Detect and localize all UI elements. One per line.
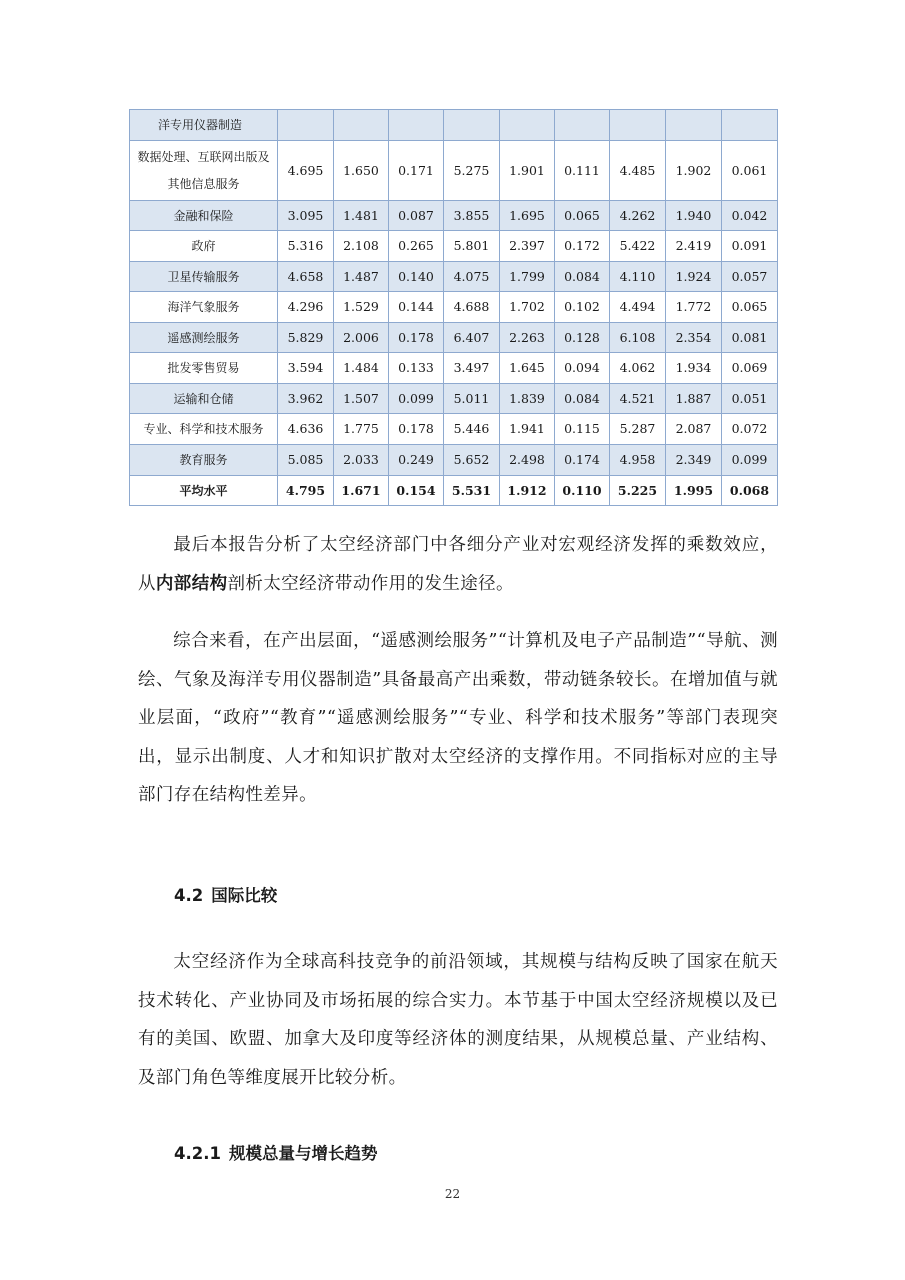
average-value-cell: 5.531 <box>444 476 500 506</box>
multiplier-value-cell: 0.172 <box>555 231 610 262</box>
multiplier-table <box>129 109 778 506</box>
average-value-cell: 1.995 <box>666 476 722 506</box>
multiplier-value-cell: 4.062 <box>610 353 666 384</box>
multiplier-value-cell: 3.095 <box>278 201 334 231</box>
multiplier-value-cell <box>444 110 500 141</box>
multiplier-value-cell: 0.051 <box>722 384 778 414</box>
multiplier-value-cell <box>722 110 778 141</box>
multiplier-value-cell: 1.702 <box>500 292 555 323</box>
multiplier-value-cell: 2.498 <box>500 445 555 476</box>
multiplier-value-cell: 4.958 <box>610 445 666 476</box>
multiplier-value-cell: 4.658 <box>278 262 334 292</box>
multiplier-value-cell: 1.484 <box>334 353 389 384</box>
paragraph-international-comparison <box>138 943 778 1097</box>
sector-name-cell: 专业、科学和技术服务 <box>130 414 278 445</box>
multiplier-value-cell: 1.481 <box>334 201 389 231</box>
multiplier-value-cell: 0.140 <box>389 262 444 292</box>
average-value-cell: 5.225 <box>610 476 666 506</box>
table-row <box>130 262 778 292</box>
multiplier-value-cell: 1.839 <box>500 384 555 414</box>
sector-name-cell: 教育服务 <box>130 445 278 476</box>
multiplier-value-cell: 5.801 <box>444 231 500 262</box>
multiplier-value-cell: 5.446 <box>444 414 500 445</box>
multiplier-value-cell: 2.354 <box>666 323 722 353</box>
multiplier-value-cell <box>555 110 610 141</box>
multiplier-value-cell: 3.962 <box>278 384 334 414</box>
multiplier-value-cell: 0.091 <box>722 231 778 262</box>
sector-name-cell: 金融和保险 <box>130 201 278 231</box>
multiplier-value-cell: 3.594 <box>278 353 334 384</box>
table-row <box>130 384 778 414</box>
sector-name-cell: 政府 <box>130 231 278 262</box>
multiplier-value-cell: 1.772 <box>666 292 722 323</box>
multiplier-value-cell: 1.507 <box>334 384 389 414</box>
multiplier-value-cell: 6.407 <box>444 323 500 353</box>
table-row <box>130 292 778 323</box>
multiplier-value-cell: 4.688 <box>444 292 500 323</box>
average-row <box>130 476 778 506</box>
table-row <box>130 231 778 262</box>
paragraph-summary-findings <box>138 622 778 815</box>
multiplier-value-cell: 0.084 <box>555 262 610 292</box>
multiplier-value-cell: 5.287 <box>610 414 666 445</box>
multiplier-value-cell: 0.115 <box>555 414 610 445</box>
average-label-cell: 平均水平 <box>130 476 278 506</box>
multiplier-value-cell: 4.485 <box>610 141 666 201</box>
average-value-cell: 0.110 <box>555 476 610 506</box>
multiplier-value-cell: 1.940 <box>666 201 722 231</box>
multiplier-value-cell: 4.521 <box>610 384 666 414</box>
multiplier-value-cell: 0.065 <box>555 201 610 231</box>
multiplier-value-cell: 1.529 <box>334 292 389 323</box>
paragraph-summary-intro <box>138 526 778 603</box>
multiplier-value-cell: 1.695 <box>500 201 555 231</box>
multiplier-value-cell: 0.087 <box>389 201 444 231</box>
paragraph-text: 剖析太空经济带动作用的发生途径。 <box>227 573 514 594</box>
sector-name-cell: 批发零售贸易 <box>130 353 278 384</box>
multiplier-value-cell: 0.065 <box>722 292 778 323</box>
multiplier-value-cell: 1.775 <box>334 414 389 445</box>
multiplier-value-cell <box>278 110 334 141</box>
average-value-cell: 1.912 <box>500 476 555 506</box>
multiplier-value-cell: 0.144 <box>389 292 444 323</box>
average-value-cell: 4.795 <box>278 476 334 506</box>
multiplier-value-cell <box>610 110 666 141</box>
sector-name-cell: 卫星传输服务 <box>130 262 278 292</box>
table-row <box>130 414 778 445</box>
paragraph-text: 最后本报告分析了太空经济部门中各细分产业对宏观经济发挥的乘数效应，从 <box>138 535 778 594</box>
multiplier-value-cell: 2.006 <box>334 323 389 353</box>
multiplier-value-cell: 0.249 <box>389 445 444 476</box>
section-heading-4-2-1 <box>174 1140 377 1164</box>
multiplier-value-cell: 1.799 <box>500 262 555 292</box>
sector-name-cell: 遥感测绘服务 <box>130 323 278 353</box>
average-value-cell: 0.068 <box>722 476 778 506</box>
multiplier-value-cell: 0.094 <box>555 353 610 384</box>
sector-name-cell: 运输和仓储 <box>130 384 278 414</box>
table-row <box>130 141 778 201</box>
multiplier-value-cell: 0.061 <box>722 141 778 201</box>
table-row <box>130 110 778 141</box>
table-row <box>130 445 778 476</box>
multiplier-value-cell: 1.650 <box>334 141 389 201</box>
section-heading-4-2 <box>174 882 277 906</box>
multiplier-value-cell: 1.645 <box>500 353 555 384</box>
multiplier-value-cell: 4.110 <box>610 262 666 292</box>
multiplier-value-cell: 1.934 <box>666 353 722 384</box>
table-row <box>130 201 778 231</box>
multiplier-value-cell <box>389 110 444 141</box>
multiplier-value-cell: 5.316 <box>278 231 334 262</box>
multiplier-value-cell: 0.042 <box>722 201 778 231</box>
multiplier-value-cell: 0.081 <box>722 323 778 353</box>
multiplier-value-cell: 0.178 <box>389 323 444 353</box>
multiplier-value-cell: 4.695 <box>278 141 334 201</box>
multiplier-value-cell: 1.487 <box>334 262 389 292</box>
multiplier-value-cell: 0.057 <box>722 262 778 292</box>
multiplier-value-cell: 2.087 <box>666 414 722 445</box>
multiplier-value-cell <box>334 110 389 141</box>
average-value-cell: 1.671 <box>334 476 389 506</box>
sector-name-cell: 洋专用仪器制造 <box>130 110 278 141</box>
multiplier-value-cell: 2.349 <box>666 445 722 476</box>
multiplier-value-cell: 4.262 <box>610 201 666 231</box>
multiplier-value-cell: 0.084 <box>555 384 610 414</box>
multiplier-value-cell: 2.263 <box>500 323 555 353</box>
emphasis-text: 内部结构 <box>155 573 228 594</box>
multiplier-value-cell: 4.636 <box>278 414 334 445</box>
multiplier-value-cell: 0.171 <box>389 141 444 201</box>
multiplier-value-cell: 0.178 <box>389 414 444 445</box>
average-value-cell: 0.154 <box>389 476 444 506</box>
sector-name-cell: 海洋气象服务 <box>130 292 278 323</box>
multiplier-value-cell: 5.652 <box>444 445 500 476</box>
multiplier-value-cell: 2.419 <box>666 231 722 262</box>
multiplier-value-cell: 5.275 <box>444 141 500 201</box>
multiplier-value-cell: 1.902 <box>666 141 722 201</box>
page-number: 22 <box>444 1187 461 1201</box>
multiplier-value-cell: 0.102 <box>555 292 610 323</box>
multiplier-value-cell: 4.494 <box>610 292 666 323</box>
multiplier-value-cell: 0.099 <box>722 445 778 476</box>
section-title: 规模总量与增长趋势 <box>228 1144 378 1163</box>
table-row <box>130 323 778 353</box>
multiplier-value-cell: 0.133 <box>389 353 444 384</box>
multiplier-value-cell <box>666 110 722 141</box>
multiplier-value-cell: 0.128 <box>555 323 610 353</box>
multiplier-value-cell: 2.108 <box>334 231 389 262</box>
multiplier-value-cell: 3.855 <box>444 201 500 231</box>
multiplier-value-cell: 1.901 <box>500 141 555 201</box>
section-number: 4.2.1 <box>174 1144 221 1163</box>
multiplier-value-cell: 1.887 <box>666 384 722 414</box>
multiplier-value-cell <box>500 110 555 141</box>
paragraph-text: 太空经济作为全球高科技竞争的前沿领域，其规模与结构反映了国家在航天技术转化、产业协同及市场拓展的综合实力。本节基于中国太空经济规模以及已有的美国、欧盟、加拿大及印度等经济体的测度结果，从规模总量、产业结构、及部门角色等维度展开比较分析。 <box>138 952 778 1088</box>
section-number: 4.2 <box>174 886 204 905</box>
multiplier-value-cell: 5.011 <box>444 384 500 414</box>
multiplier-value-cell: 6.108 <box>610 323 666 353</box>
multiplier-value-cell: 1.941 <box>500 414 555 445</box>
paragraph-text: 综合来看，在产出层面，“遥感测绘服务”“计算机及电子产品制造”“导航、测绘、气象及海洋专用仪器制造”具备最高产出乘数，带动链条较长。在增加值与就业层面，“政府”“教育”“遥感测绘服务”“专业、科学和技术服务”等部门表现突出，显示出制度、人才和知识扩散对太空经济的支撑作用。不同指标对应的主导部门存在结构性差异。 <box>138 631 778 805</box>
multiplier-value-cell: 0.265 <box>389 231 444 262</box>
multiplier-value-cell: 0.099 <box>389 384 444 414</box>
multiplier-value-cell: 2.397 <box>500 231 555 262</box>
multiplier-value-cell: 4.075 <box>444 262 500 292</box>
multiplier-value-cell: 2.033 <box>334 445 389 476</box>
multiplier-value-cell: 3.497 <box>444 353 500 384</box>
sector-name-cell: 数据处理、互联网出版及其他信息服务 <box>130 141 278 201</box>
section-title: 国际比较 <box>211 886 278 905</box>
multiplier-value-cell: 0.174 <box>555 445 610 476</box>
multiplier-value-cell: 4.296 <box>278 292 334 323</box>
multiplier-value-cell: 5.085 <box>278 445 334 476</box>
multiplier-value-cell: 5.422 <box>610 231 666 262</box>
multiplier-value-cell: 5.829 <box>278 323 334 353</box>
table-row <box>130 353 778 384</box>
multiplier-value-cell: 0.069 <box>722 353 778 384</box>
multiplier-value-cell: 1.924 <box>666 262 722 292</box>
multiplier-value-cell: 0.072 <box>722 414 778 445</box>
multiplier-value-cell: 0.111 <box>555 141 610 201</box>
